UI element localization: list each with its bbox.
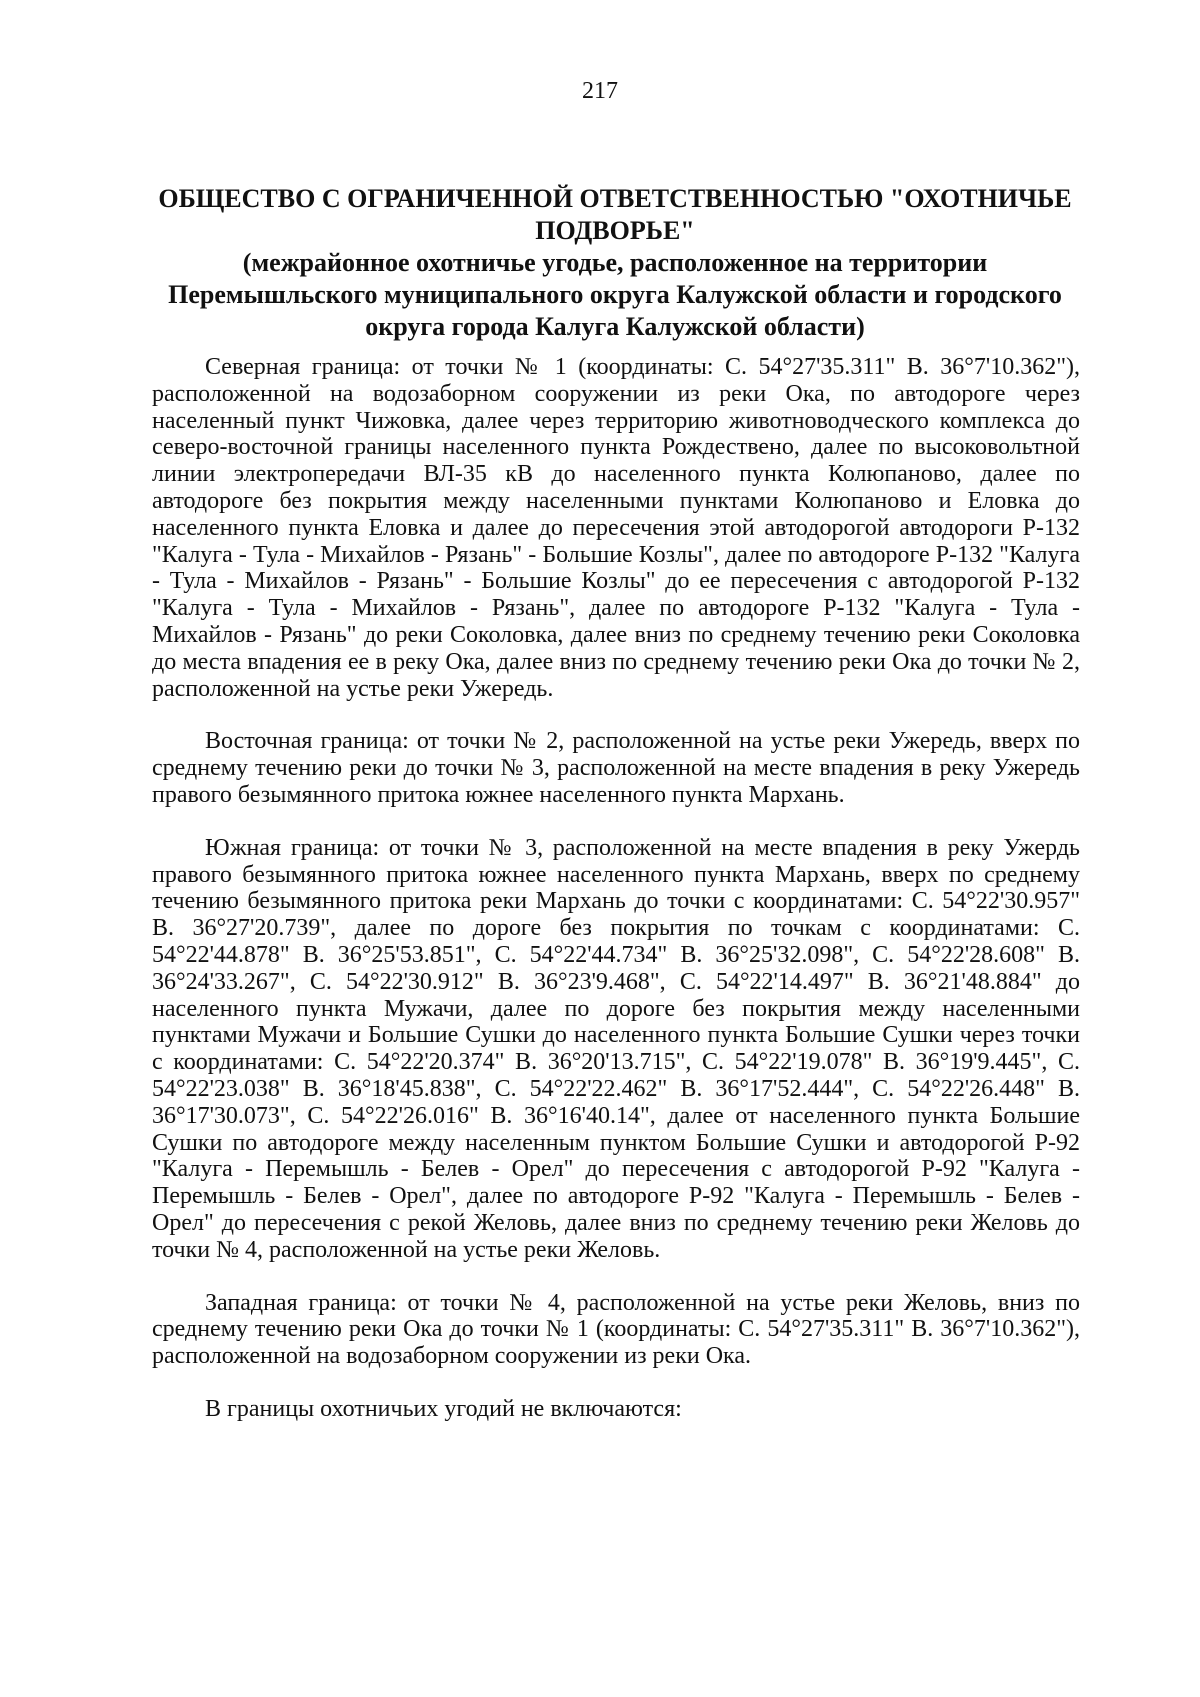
north-boundary-paragraph: Северная граница: от точки № 1 (координаты: С. 54°27'35.311" В. 36°7'10.362"), расположенной на водозаборном сооружении из реки Ока, по автодороге через населенный пункт Чижовка, далее через территорию животноводческого комплекса до северо-восточной границы населенного пункта Рождествено, далее по высоковольтной линии электропередачи ВЛ-35 кВ до населенного пункта Колюпаново, далее по автодороге без покрытия между населенными пунктами Колюпаново и Еловка до населенного пункта Еловка и далее до пересечения этой автодорогой автодороги Р-132 "Калуга - Тула - Михайлов - Рязань" - Большие Козлы", далее по автодороге Р-132 "Калуга - Тула - Михайлов - Рязань" - Большие Козлы" до ее пересечения с автодорогой Р-132 "Калуга - Тула - Михайлов - Рязань", далее по автодороге Р-132 "Калуга - Тула - Михайлов - Рязань" до реки Соколовка, далее вниз по среднему течению реки Соколовка до места впадения ее в реку Ока, далее вниз по среднему течению реки Ока до точки № 2, расположенной на устье реки Ужередь. (152, 354, 1080, 702)
west-boundary-paragraph: Западная граница: от точки № 4, расположенной на устье реки Желовь, вниз по среднему течению реки Ока до точки № 1 (координаты: С. 54°27'35.311" В. 36°7'10.362"), расположенной на водозаборном сооружении из реки Ока. (152, 1289, 1080, 1370)
document-heading (150, 183, 1080, 343)
organization-title: ОБЩЕСТВО С ОГРАНИЧЕННОЙ ОТВЕТСТВЕННОСТЬЮ "ОХОТНИЧЬЕ ПОДВОРЬЕ" (158, 184, 1072, 245)
hunting-ground-description: (межрайонное охотничье угодье, расположенное на территории Перемышльского муниципального округа Калужской области и городского округа города Калуга Калужской области) (168, 248, 1062, 341)
exclusions-paragraph: В границы охотничьих угодий не включаются: (205, 1395, 682, 1422)
east-boundary-paragraph: Восточная граница: от точки № 2, расположенной на устье реки Ужередь, вверх по среднему течению реки до точки № 3, расположенной на месте впадения в реку Ужередь правого безымянного притока южнее населенного пункта Мархань. (152, 728, 1080, 808)
page-number: 217 (582, 78, 618, 104)
south-boundary-paragraph: Южная граница: от точки № 3, расположенной на месте впадения в реку Ужердь правого безымянного притока южнее населенного пункта Мархань, вверх по среднему течению безымянного притока реки Мархань до точки с координатами: С. 54°22'30.957" В. 36°27'20.739", далее по дороге без покрытия по точкам с координатами: С. 54°22'44.878" В. 36°25'53.851", С. 54°22'44.734" В. 36°25'32.098", С. 54°22'28.608" В. 36°24'33.267", С. 54°22'30.912" В. 36°23'9.468", С. 54°22'14.497" В. 36°21'48.884" до населенного пункта Мужачи, далее по дороге без покрытия между населенными пунктами Мужачи и Большие Сушки до населенного пункта Большие Сушки через точки с координатами: С. 54°22'20.374" В. 36°20'13.715", С. 54°22'19.078" В. 36°19'9.445", С. 54°22'23.038" В. 36°18'45.838", С. 54°22'22.462" В. 36°17'52.444", С. 54°22'26.448" В. 36°17'30.073", С. 54°22'26.016" В. 36°16'40.14", далее от населенного пункта Большие Сушки по автодороге между населенным пунктом Большие Сушки и автодорогой Р-92 "Калуга - Перемышль - Белев - Орел" до пересечения с автодорогой Р-92 "Калуга - Перемышль - Белев - Орел", далее по автодороге Р-92 "Калуга - Перемышль - Белев - Орел" до пересечения с рекой Желовь, далее вниз по среднему течению реки Желовь до точки № 4, расположенной на устье реки Желовь. (152, 834, 1080, 1263)
document-body (152, 354, 1080, 1449)
